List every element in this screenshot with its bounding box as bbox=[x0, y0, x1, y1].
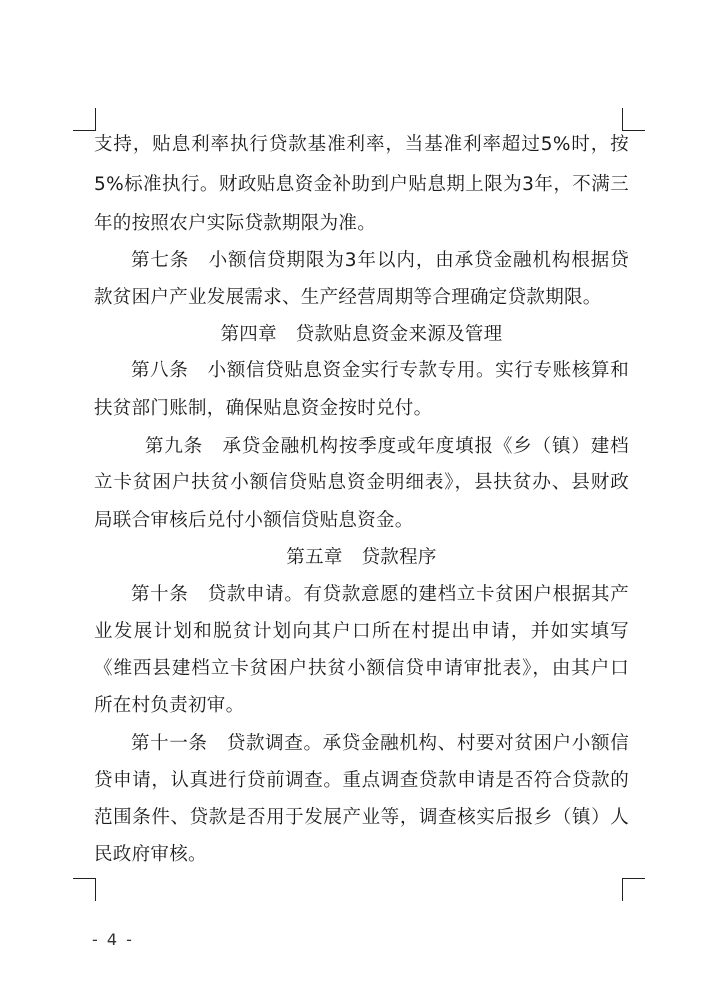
text-line: 范围条件、贷款是否用于发展产业等，调查核实后报乡（镇）人 bbox=[94, 807, 629, 828]
crop-mark-bottom-right bbox=[622, 878, 645, 901]
text-line: 扶贫部门账制，确保贴息资金按时兑付。 bbox=[94, 398, 433, 419]
chapter-5-heading: 第五章 贷款程序 bbox=[286, 547, 437, 568]
text-line: 支持，贴息利率执行贷款基准利率，当基准利率超过5%时，按 bbox=[94, 134, 629, 155]
article-8-line: 第八条 小额信贷贴息资金实行专款专用。实行专账核算和 bbox=[131, 360, 629, 381]
text-line: 《维西县建档立卡贫困户扶贫小额信贷申请审批表》，由其户口 bbox=[94, 658, 629, 679]
text-line: 民政府审核。 bbox=[94, 844, 207, 865]
crop-mark-top-left bbox=[73, 108, 96, 131]
article-7-line: 第七条 小额信贷期限为3年以内，由承贷金融机构根据贷 bbox=[131, 250, 629, 271]
text-line: 5%标准执行。财政贴息资金补助到户贴息期上限为3年，不满三 bbox=[94, 174, 629, 195]
text-line: 立卡贫困户扶贫小额信贷贴息资金明细表》，县扶贫办、县财政 bbox=[94, 472, 629, 493]
article-9-line: 第九条 承贷金融机构按季度或年度填报《乡（镇）建档 bbox=[145, 436, 629, 457]
article-11-line: 第十一条 贷款调查。承贷金融机构、村要对贫困户小额信 bbox=[131, 733, 629, 754]
text-line: 年的按照农户实际贷款期限为准。 bbox=[94, 213, 377, 234]
text-line: 贷申请，认真进行贷前调查。重点调查贷款申请是否符合贷款的 bbox=[94, 770, 629, 791]
crop-mark-top-right bbox=[622, 108, 645, 131]
article-10-line: 第十条 贷款申请。有贷款意愿的建档立卡贫困户根据其产 bbox=[131, 584, 629, 605]
crop-mark-bottom-left bbox=[73, 878, 96, 901]
chapter-4-heading: 第四章 贷款贴息资金来源及管理 bbox=[220, 324, 503, 345]
text-line: 业发展计划和脱贫计划向其户口所在村提出申请，并如实填写 bbox=[94, 621, 629, 642]
text-line: 所在村负责初审。 bbox=[94, 695, 245, 716]
text-line: 款贫困户产业发展需求、生产经营周期等合理确定贷款期限。 bbox=[94, 287, 602, 308]
text-line: 局联合审核后兑付小额信贷贴息资金。 bbox=[94, 510, 414, 531]
page-number: - 4 - bbox=[92, 930, 134, 949]
